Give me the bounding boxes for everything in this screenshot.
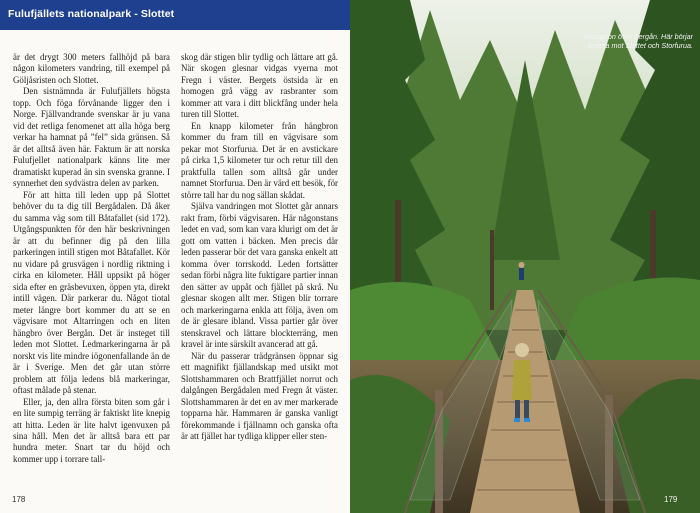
photo-page — [350, 0, 700, 513]
header-bar — [0, 0, 350, 30]
photo-caption — [565, 32, 693, 50]
paragraph: När du passerar trädgränsen öppnar sig ett magnifikt fjällandskap med utsikt mot Slottshammaren och Brattfjället norrut och dalgången Bergådalen med Fregn åt väster. Slottshammaren är det en av mer markerade topparna här. Hammaren är ganska vanligt förekommande i fjällnamn och ganska ofta är att fjället har tydliga klipper eller sten- — [181, 350, 338, 441]
text-column-left — [13, 52, 170, 465]
paragraph: Den sistnämnda är Fulufjällets högsta topp. Och föga förvånande ligger den i Norge. Fjällvandrande svenskar är ju vana vid det retliga fenomenet att alla höga berg verkar ha hamnat på ”fel” sida gränsen. Så är det alltså även här. Faktum är att norska Fulufjellet nationalpark känns lite mer dramatiskt kuperad än sin svenska granne. I synnerhet den sydvästra delen av parken. — [13, 86, 170, 189]
text-column-right — [181, 52, 338, 442]
paragraph: Själva vandringen mot Slottet går annars rakt fram, förbi vägvisaren. Här någonstans ledet en vad, som kan vara klurigt om det är gott om vatten i bäcken. Men precis där leden passerar bör det vara ganska enkelt att komma över torrskodd. Leden fortsätter sedan förbi några lite fuktigare partier innan den sätter av uppåt och fjället på skrå. Nu glesnar skogen allt mer. Stigen blir torrare och markeringarna enkla att följa, även om de är glesare ibland. Vissa partier går över stenskravel och lättare blockterräng, men kravel är inte särskilt avancerad att gå. — [181, 201, 338, 350]
tree-trunk — [490, 230, 494, 310]
paragraph: För att hitta till leden upp på Slottet behöver du ta dig till Bergådalen. Då åker du samma väg som till Båtafallet (sid 172). Utgångspunkten för den här beskrivningen är att du befinner dig på den lilla parkeringen intill stigen mot Båtafallet. Kör nu vidare på grusvägen i nordlig riktning i cirka en kilometer. Håll uppsikt på höger sida efter en gräsbevuxen, öppen yta, direkt intill vägen. Där parkerar du. Något tiotal meter längre bort kommer du att se en vägvisare mot Altarringen och en liten hängbro över Bergån. Det är insteget till leden mot Slottet. Ledmarkeringarna är på norskt vis lite mindre iögonenfallande än de är i Sverige. Men det går utan större problem att följa ledens blå markeringar, oftast målade på stenar. — [13, 189, 170, 396]
hiker-distant — [519, 262, 525, 280]
paragraph: skog där stigen blir tydlig och lättare att gå. När skogen glesnar vidgas vyerna mot Fregn i väster. Bergets östsida är en homogen grå vägg av rasbranter som kommer att vara i ditt blickfång under hela turen till Slottet. — [181, 52, 338, 120]
paragraph: En knapp kilometer från hängbron kommer du fram till en vägvisare som pekar mot Storfurua. Det är en avstickare på cirka 1,5 kilometer tur och retur till den praktfulla tallen som alltså går under namnet Storfurua. Den är värd ett besök, för större tall har du nog sällan skådat. — [181, 120, 338, 200]
caption-line: Hängbron över Bergån. Här börjar — [584, 32, 693, 41]
paragraph: är det drygt 300 meters fallhöjd på bara någon kilometers vandring, till exempel på Göljåsristen och Slottet. — [13, 52, 170, 85]
page-title: Fulufjällets nationalpark - Slottet — [8, 8, 175, 20]
page-number-left: 178 — [12, 495, 26, 504]
caption-line: ledena mot Slottet och Storfurua. — [587, 41, 693, 50]
paragraph: Eller, ja, den allra första biten som går i en lite sumpig terräng är faktiskt lite knepig att hitta. Leden är lite halvt igenvuxen på sina håll. Men det är alltså bara ett par hundra meter. Snart tar du höjd och kommer upp i torrare tall- — [13, 396, 170, 464]
page-number-right: 179 — [664, 495, 678, 504]
forest-bridge-photo — [350, 0, 700, 513]
